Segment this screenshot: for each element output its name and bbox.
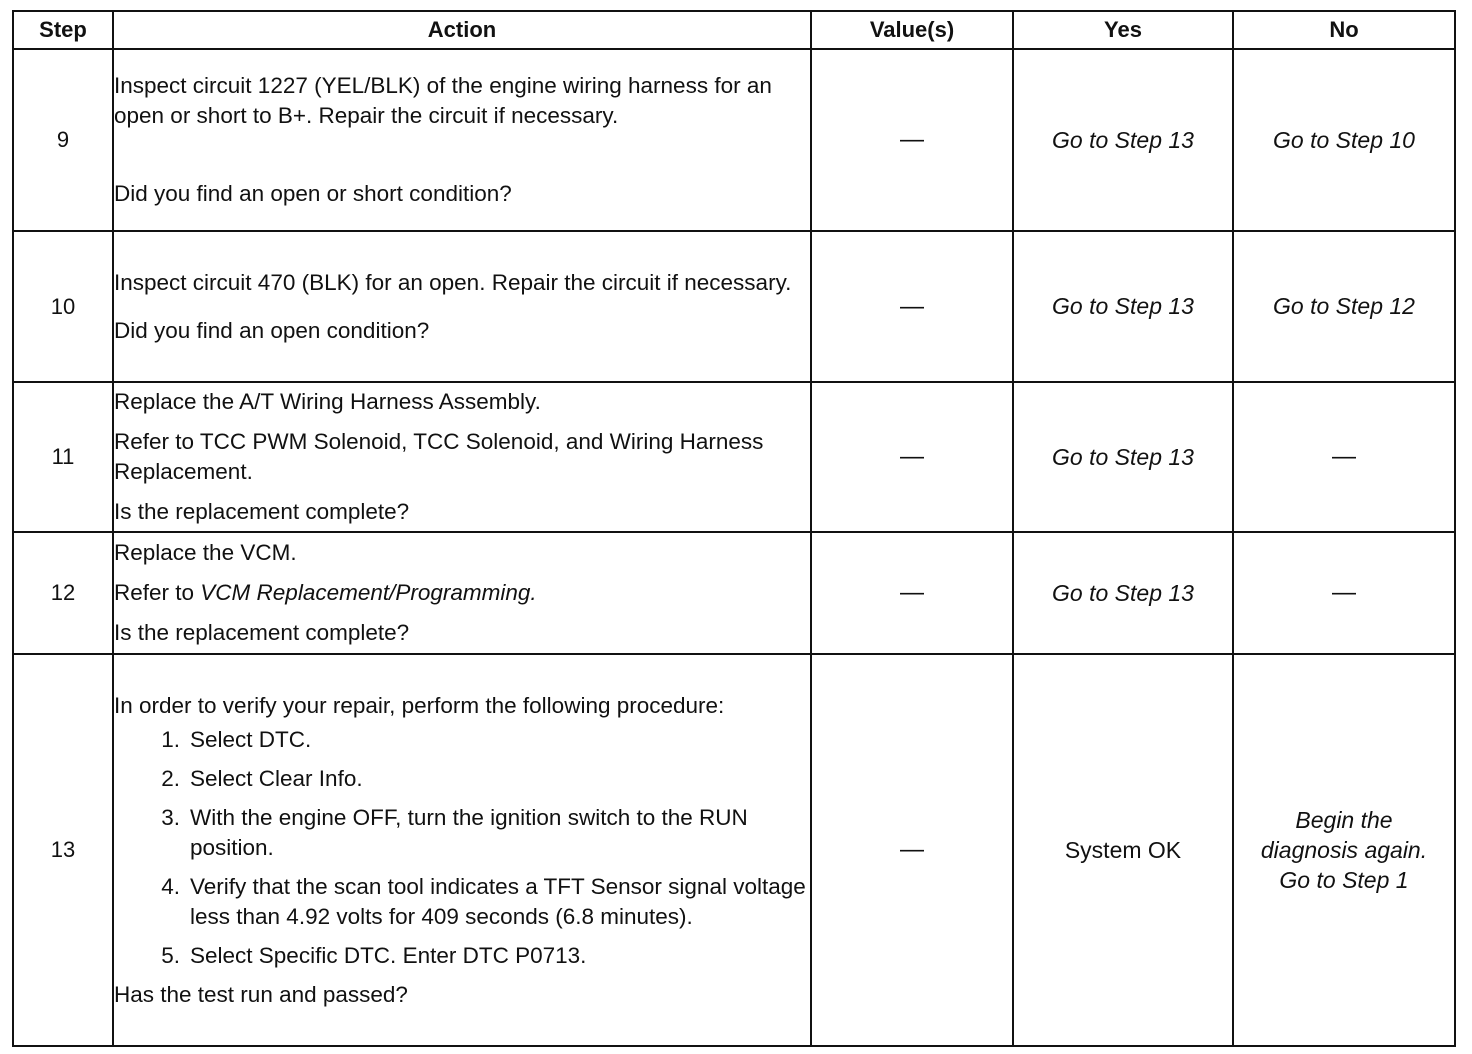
header-action: Action <box>113 11 811 49</box>
yes-cell: Go to Step 13 <box>1013 532 1233 654</box>
table-row-step-9 <box>13 49 1455 231</box>
action-refer: Refer to TCC PWM Solenoid, TCC Solenoid, and Wiring Harness Replacement. <box>114 429 764 484</box>
action-cell <box>113 532 811 654</box>
header-yes: Yes <box>1013 11 1233 49</box>
procedure-item: 3. With the engine OFF, turn the ignition switch to the RUN position. <box>161 804 748 860</box>
step-number: 9 <box>13 49 113 231</box>
step-number: 10 <box>13 231 113 382</box>
table-row-step-11 <box>13 382 1455 532</box>
value-cell: — <box>811 654 1013 1046</box>
no-line: Go to Step 1 <box>1279 867 1409 893</box>
yes-cell: Go to Step 13 <box>1013 382 1233 532</box>
no-cell <box>1233 654 1455 1046</box>
action-cell <box>113 654 811 1046</box>
procedure-list <box>114 725 810 971</box>
action-text: Inspect circuit 1227 (YEL/BLK) of the engine wiring harness for an open or short to B+. Repair the circuit if necessary. <box>114 73 772 128</box>
action-refer: Refer to VCM Replacement/Programming. <box>114 580 537 605</box>
procedure-item: 4. Verify that the scan tool indicates a TFT Sensor signal voltage less than 4.92 volts for 409 seconds (6.8 minutes). <box>161 873 806 929</box>
diagnostic-table <box>12 10 1456 1047</box>
procedure-item: 1. Select DTC. <box>161 726 312 752</box>
action-text: In order to verify your repair, perform the following procedure: <box>114 692 725 718</box>
header-no: No <box>1233 11 1455 49</box>
action-text: Replace the VCM. <box>114 540 297 565</box>
action-question: Has the test run and passed? <box>114 981 408 1007</box>
action-question: Did you find an open condition? <box>114 317 430 343</box>
action-question: Is the replacement complete? <box>114 499 410 524</box>
no-cell: Go to Step 12 <box>1233 231 1455 382</box>
refer-link: VCM Replacement/Programming. <box>200 580 537 605</box>
yes-cell: System OK <box>1013 654 1233 1046</box>
procedure-item: 2. Select Clear Info. <box>161 765 363 791</box>
value-cell: — <box>811 231 1013 382</box>
step-number: 13 <box>13 654 113 1046</box>
step-number: 11 <box>13 382 113 532</box>
header-row <box>13 11 1455 49</box>
action-cell <box>113 231 811 382</box>
table-row-step-13 <box>13 654 1455 1046</box>
value-cell: — <box>811 49 1013 231</box>
action-cell <box>113 382 811 532</box>
action-question: Did you find an open or short condition? <box>114 181 512 206</box>
action-question: Is the replacement complete? <box>114 620 410 645</box>
yes-cell: Go to Step 13 <box>1013 49 1233 231</box>
action-text: Inspect circuit 470 (BLK) for an open. Repair the circuit if necessary. <box>114 269 792 295</box>
action-text: Replace the A/T Wiring Harness Assembly. <box>114 389 541 414</box>
no-cell: Go to Step 10 <box>1233 49 1455 231</box>
table-row-step-12 <box>13 532 1455 654</box>
header-values: Value(s) <box>811 11 1013 49</box>
no-line: diagnosis again. <box>1260 837 1428 863</box>
step-number: 12 <box>13 532 113 654</box>
yes-cell: Go to Step 13 <box>1013 231 1233 382</box>
no-cell: — <box>1233 532 1455 654</box>
header-step: Step <box>13 11 113 49</box>
no-line: Begin the <box>1295 807 1393 833</box>
action-cell <box>113 49 811 231</box>
no-cell: — <box>1233 382 1455 532</box>
value-cell: — <box>811 532 1013 654</box>
procedure-item: 5. Select Specific DTC. Enter DTC P0713. <box>161 942 587 968</box>
table-row-step-10 <box>13 231 1455 382</box>
value-cell: — <box>811 382 1013 532</box>
